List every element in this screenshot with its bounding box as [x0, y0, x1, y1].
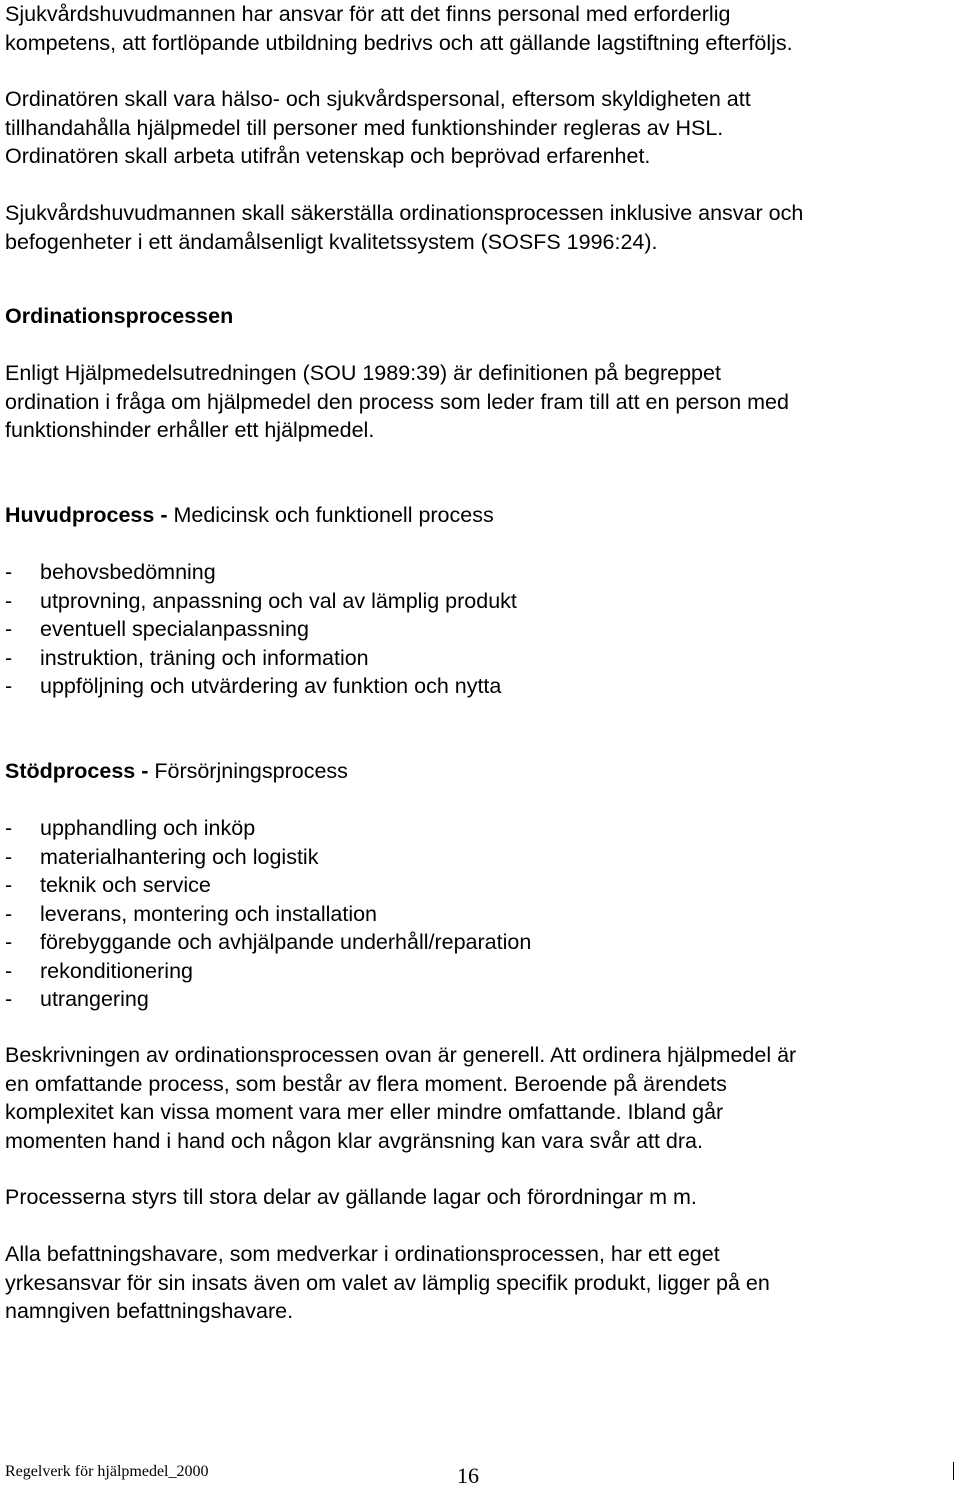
- text-line: Sjukvårdshuvudmannen har ansvar för att det finns personal med erforderlig: [5, 2, 731, 26]
- text-line: komplexitet kan vissa moment vara mer eller mindre omfattande. Ibland går: [5, 1100, 724, 1124]
- list-item: [5, 615, 905, 644]
- closing-paragraph-3: [5, 1240, 770, 1326]
- list-item-text: upphandling och inköp: [40, 816, 256, 840]
- list-item-text: behovsbedömning: [40, 560, 216, 584]
- list-dash: -: [5, 901, 13, 926]
- heading-line: [5, 501, 494, 530]
- text-line: kompetens, att fortlöpande utbildning bedrivs och att gällande lagstiftning efterföljs.: [5, 30, 793, 55]
- list-item: [5, 871, 905, 900]
- heading-text: Ordinationsprocessen: [5, 304, 234, 328]
- footer-document-title: Regelverk för hjälpmedel_2000: [5, 1463, 209, 1480]
- list-dash: -: [5, 674, 13, 698]
- heading-line: [5, 757, 348, 786]
- list-item-text: rekonditionering: [40, 958, 193, 983]
- list-item: [5, 558, 905, 587]
- text-line: Sjukvårdshuvudmannen skall säkerställa ordinationsprocessen inklusive ansvar och: [5, 201, 804, 225]
- heading-rest-part: Medicinsk och funktionell process: [167, 503, 494, 527]
- list-item-text: leverans, montering och installation: [40, 901, 378, 926]
- text-line: Processerna styrs till stora delar av gällande lagar och förordningar m m.: [5, 1185, 697, 1209]
- list-item-text: teknik och service: [40, 873, 211, 897]
- text-line: ordination i fråga om hjälpmedel den process som leder fram till att en person med: [5, 389, 789, 414]
- list-dash: -: [5, 816, 13, 840]
- text-line: namngiven befattningshavare.: [5, 1299, 294, 1323]
- text-line: befogenheter i ett ändamålsenligt kvalitetssystem (SOSFS 1996:24).: [5, 229, 658, 254]
- text-line: yrkesansvar för sin insats även om valet av lämplig specifik produkt, ligger på en: [5, 1270, 770, 1295]
- list-dash: -: [5, 987, 13, 1011]
- closing-paragraph-2: [5, 1183, 697, 1212]
- footer-edge-mark: [953, 1462, 954, 1480]
- list-item: [5, 587, 905, 616]
- list-item: [5, 644, 905, 673]
- list-item: [5, 900, 905, 929]
- list-item-text: uppföljning och utvärdering av funktion och nytta: [40, 674, 502, 698]
- list-dash: -: [5, 560, 13, 584]
- section-heading-huvudprocess: [5, 501, 494, 530]
- list-item: [5, 814, 905, 843]
- intro-paragraph-2: [5, 85, 751, 171]
- text-line: Beskrivningen av ordinationsprocessen ovan är generell. Att ordinera hjälpmedel är: [5, 1043, 797, 1067]
- list-dash: -: [5, 958, 13, 983]
- list-dash: -: [5, 645, 13, 670]
- text-line: funktionshinder erhåller ett hjälpmedel.: [5, 418, 375, 442]
- section-heading-ordination: [5, 302, 233, 331]
- list-item: [5, 957, 905, 986]
- text-line: Enligt Hjälpmedelsutredningen (SOU 1989:39) är definitionen på begreppet: [5, 361, 721, 385]
- list-item-text: utrangering: [40, 987, 149, 1011]
- list-dash: -: [5, 588, 13, 613]
- list-dash: -: [5, 844, 13, 869]
- heading-bold-part: Huvudprocess -: [5, 503, 168, 527]
- intro-paragraph-1: [5, 0, 793, 57]
- heading-rest-part: Försörjningsprocess: [148, 759, 348, 783]
- list-dash: -: [5, 617, 13, 641]
- huvudprocess-list: [5, 558, 905, 701]
- list-item-text: förebyggande och avhjälpande underhåll/reparation: [40, 930, 532, 954]
- text-line: Alla befattningshavare, som medverkar i ordinationsprocessen, har ett eget: [5, 1242, 720, 1266]
- list-item: [5, 843, 905, 872]
- list-item: [5, 672, 905, 701]
- list-item-text: instruktion, träning och information: [40, 645, 369, 670]
- list-item: [5, 928, 905, 957]
- list-item-text: materialhantering och logistik: [40, 844, 319, 869]
- text-line: en omfattande process, som består av flera moment. Beroende på ärendets: [5, 1071, 727, 1096]
- stodprocess-list: [5, 814, 905, 1014]
- intro-paragraph-3: [5, 199, 803, 256]
- list-item: [5, 985, 905, 1014]
- footer-page-number: 16: [457, 1463, 479, 1488]
- text-line: Ordinatören skall vara hälso- och sjukvårdspersonal, eftersom skyldigheten att: [5, 87, 751, 111]
- list-item-text: eventuell specialanpassning: [40, 617, 309, 641]
- closing-paragraph-1: [5, 1041, 796, 1155]
- list-item-text: utprovning, anpassning och val av lämplig produkt: [40, 588, 517, 613]
- list-dash: -: [5, 873, 13, 897]
- text-line: momenten hand i hand och någon klar avgränsning kan vara svår att dra.: [5, 1128, 703, 1153]
- text-line: Ordinatören skall arbeta utifrån vetenskap och beprövad erfarenhet.: [5, 144, 651, 168]
- ordination-paragraph: [5, 359, 789, 445]
- section-heading-stodprocess: [5, 757, 348, 786]
- heading-bold-part: Stödprocess -: [5, 759, 149, 783]
- list-dash: -: [5, 930, 13, 954]
- text-line: tillhandahålla hjälpmedel till personer med funktionshinder regleras av HSL.: [5, 115, 724, 140]
